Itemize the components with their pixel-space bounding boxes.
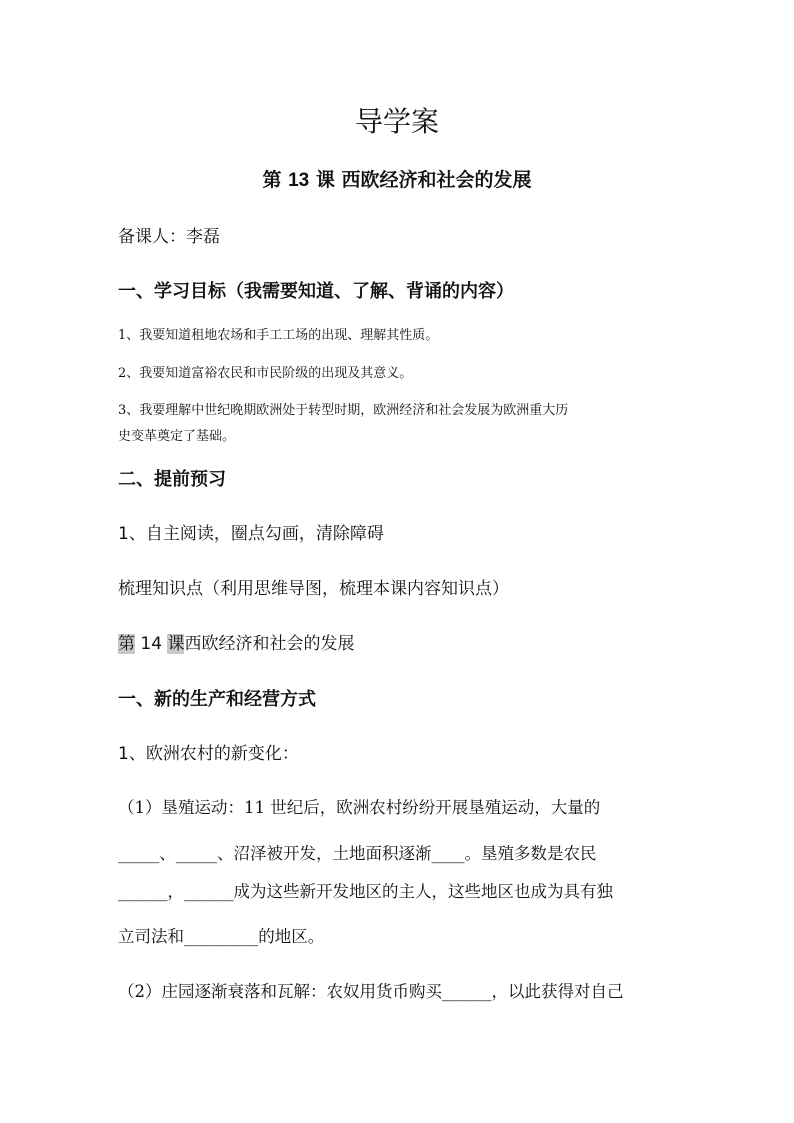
fill-blank-line: （1）垦殖运动：11 世纪后，欧洲农村纷纷开展垦殖运动，大量的 xyxy=(118,798,601,817)
lesson14-prefix: 第 xyxy=(118,634,135,654)
lesson-number: 13 xyxy=(288,170,310,191)
preview-step1: 1、自主阅读，圈点勾画，清除障碍 xyxy=(118,524,384,544)
lesson-unit: 课 xyxy=(315,169,335,191)
fill-blank-line: （2）庄园逐渐衰落和瓦解：农奴用货币购买______，以此获得对自己 xyxy=(118,982,624,1001)
lesson14-number: 14 xyxy=(135,634,168,654)
lesson-prefix: 第 xyxy=(262,169,282,191)
objective-item: 1、我要知道租地农场和手工工场的出现、理解其性质。 xyxy=(118,328,439,343)
lesson-topic: 西欧经济和社会的发展 xyxy=(341,169,532,191)
lesson-subtitle xyxy=(0,171,794,190)
section1-heading: 一、学习目标（我需要知道、了解、背诵的内容） xyxy=(118,281,514,302)
fill-blank-line: _____、_____、沼泽被开发，土地面积逐渐____。垦殖多数是农民 xyxy=(118,844,597,863)
part1-sub1: 1、欧洲农村的新变化： xyxy=(118,744,299,764)
lesson14-topic: 西欧经济和社会的发展 xyxy=(184,634,355,654)
section2-heading: 二、提前预习 xyxy=(118,469,226,490)
objective-item: 2、我要知道富裕农民和市民阶级的出现及其意义。 xyxy=(118,366,413,381)
fill-blank-line: 立司法和_________的地区。 xyxy=(118,927,325,946)
lesson14-title xyxy=(118,636,354,653)
fill-blank-line: ______，______成为这些新开发地区的主人，这些地区也成为具有独 xyxy=(118,882,613,901)
part1-heading: 一、新的生产和经营方式 xyxy=(118,689,316,710)
author-line: 备课人：李磊 xyxy=(118,227,220,247)
page-title: 导学案 xyxy=(354,105,439,138)
objective-item: 3、我要理解中世纪晚期欧洲处于转型时期，欧洲经济和社会发展为欧洲重大历 xyxy=(118,403,569,418)
preview-step2: 梳理知识点（利用思维导图，梳理本课内容知识点） xyxy=(118,579,509,599)
lesson14-unit: 课 xyxy=(167,634,185,654)
objective-item-cont: 史变革奠定了基础。 xyxy=(118,429,236,444)
